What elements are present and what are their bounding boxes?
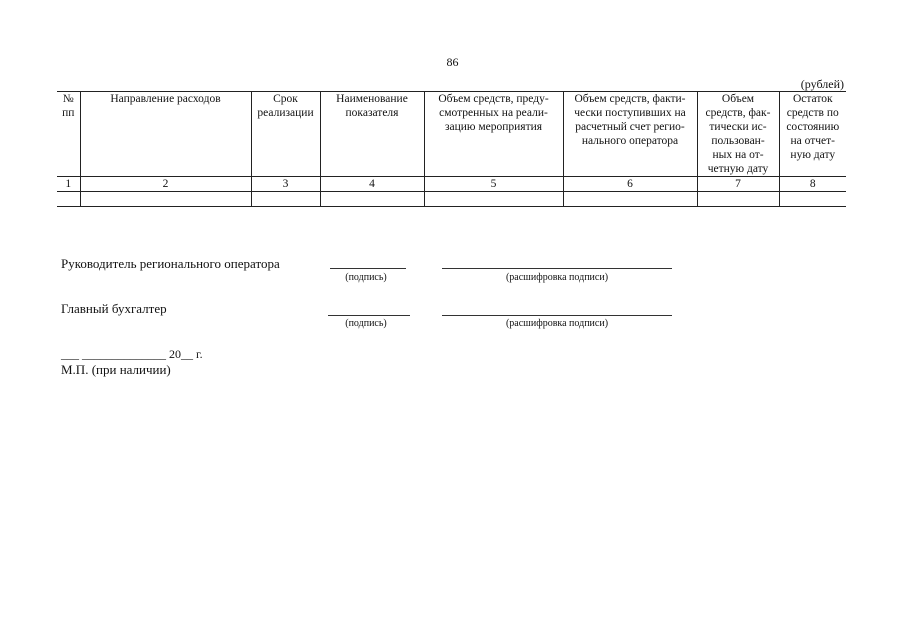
stamp-label: М.П. (при наличии) bbox=[61, 362, 171, 377]
head-decryption-line bbox=[442, 268, 672, 269]
header-text: Объем средств, факти- чески поступивших на расчетный счет регио- нального оператора bbox=[574, 93, 686, 147]
head-signature-label: Руководитель регионального оператора bbox=[61, 256, 280, 271]
header-text: Объем средств, преду- смотренных на реали- зацию мероприятия bbox=[438, 93, 549, 133]
table-cell bbox=[779, 192, 846, 207]
accountant-signature-line bbox=[328, 315, 410, 316]
column-number-cell: 6 bbox=[563, 177, 697, 192]
accountant-signature-label: Главный бухгалтер bbox=[61, 301, 167, 316]
head-decryption-caption: (расшифровка подписи) bbox=[505, 272, 609, 283]
date-line: ___ ______________ 20__ г. bbox=[61, 347, 203, 361]
table-cell bbox=[320, 192, 424, 207]
column-number-cell: 2 bbox=[80, 177, 251, 192]
column-number-cell: 1 bbox=[57, 177, 80, 192]
column-number-cell: 8 bbox=[779, 177, 846, 192]
table-cell bbox=[697, 192, 779, 207]
header-text: Остаток средств по состоянию на отчет- ную дату bbox=[786, 93, 840, 161]
accountant-signature-caption: (подпись) bbox=[345, 318, 387, 329]
column-number-cell: 3 bbox=[251, 177, 320, 192]
header-cell bbox=[80, 92, 251, 177]
column-number-cell: 4 bbox=[320, 177, 424, 192]
table-cell bbox=[251, 192, 320, 207]
page-number: 86 bbox=[446, 55, 459, 69]
header-cell bbox=[697, 92, 779, 177]
header-text: Наименование показателя bbox=[336, 93, 408, 119]
accountant-decryption-caption: (расшифровка подписи) bbox=[505, 318, 609, 329]
accountant-decryption-line bbox=[442, 315, 672, 316]
header-text: Направление расходов bbox=[110, 93, 221, 105]
header-cell bbox=[251, 92, 320, 177]
table-cell bbox=[424, 192, 563, 207]
header-cell bbox=[424, 92, 563, 177]
report-table bbox=[57, 91, 846, 207]
header-cell bbox=[320, 92, 424, 177]
table-cell bbox=[563, 192, 697, 207]
table-header-row bbox=[57, 92, 846, 177]
header-text: Срок реализации bbox=[257, 93, 314, 119]
table-row bbox=[57, 192, 846, 207]
column-number-cell: 7 bbox=[697, 177, 779, 192]
units-label: (рублей) bbox=[800, 77, 844, 91]
column-number-cell: 5 bbox=[424, 177, 563, 192]
head-signature-line bbox=[330, 268, 406, 269]
header-cell bbox=[563, 92, 697, 177]
head-signature-caption: (подпись) bbox=[345, 272, 387, 283]
table-cell bbox=[80, 192, 251, 207]
column-number-row bbox=[57, 177, 846, 192]
header-text: № пп bbox=[62, 93, 75, 119]
header-cell bbox=[57, 92, 80, 177]
header-cell bbox=[779, 92, 846, 177]
table-cell bbox=[57, 192, 80, 207]
header-text: Объем средств, фак- тически ис- пользован- ных на от- четную дату bbox=[705, 93, 771, 175]
